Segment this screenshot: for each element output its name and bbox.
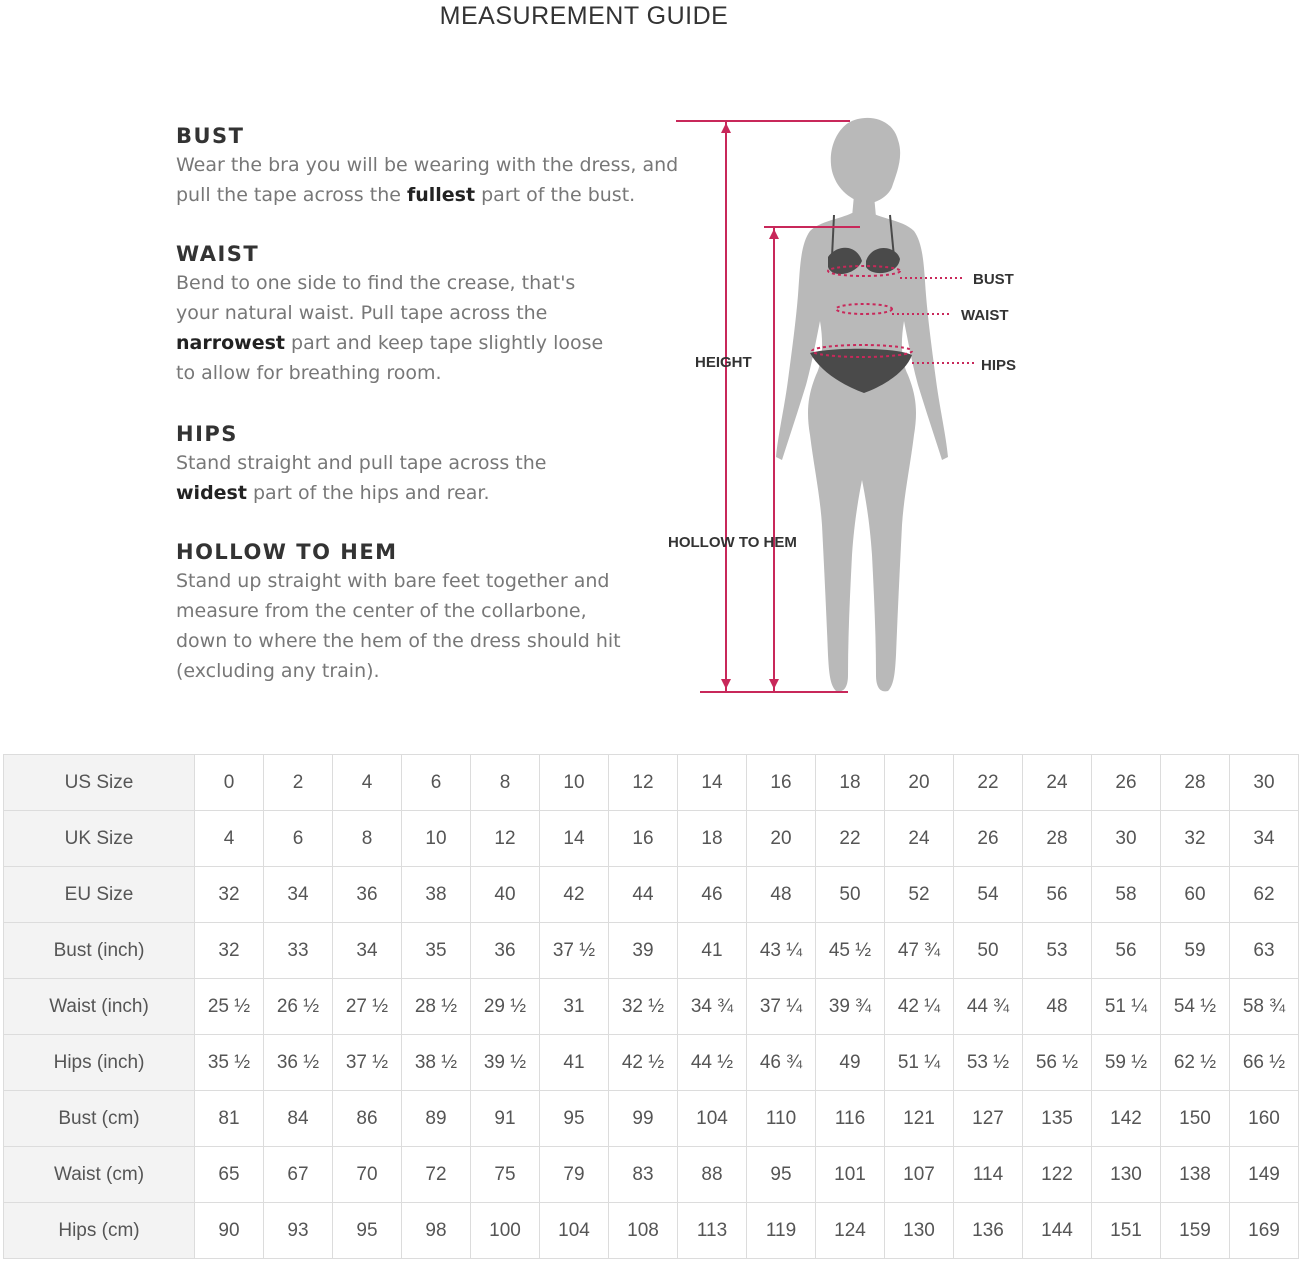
table-cell: 130	[885, 1203, 954, 1259]
table-cell: 10	[402, 811, 471, 867]
table-row	[4, 755, 1299, 811]
table-cell: 18	[678, 811, 747, 867]
table-row	[4, 1203, 1299, 1259]
table-cell: 41	[678, 923, 747, 979]
table-cell: 50	[816, 867, 885, 923]
table-cell: 62	[1230, 867, 1299, 923]
table-cell: 138	[1161, 1147, 1230, 1203]
table-cell: 52	[885, 867, 954, 923]
table-cell: 116	[816, 1091, 885, 1147]
table-cell: 104	[540, 1203, 609, 1259]
table-cell: 30	[1092, 811, 1161, 867]
table-cell: 34	[264, 867, 333, 923]
table-cell: 40	[471, 867, 540, 923]
table-cell: 12	[471, 811, 540, 867]
height-label: HEIGHT	[695, 354, 752, 371]
table-cell: 142	[1092, 1091, 1161, 1147]
row-header: Waist (cm)	[4, 1147, 195, 1203]
table-cell: 121	[885, 1091, 954, 1147]
table-cell: 34	[1230, 811, 1299, 867]
table-cell: 14	[678, 755, 747, 811]
table-cell: 34 ¾	[678, 979, 747, 1035]
table-cell: 65	[195, 1147, 264, 1203]
table-cell: 39 ½	[471, 1035, 540, 1091]
table-cell: 4	[195, 811, 264, 867]
table-cell: 44	[609, 867, 678, 923]
table-cell: 28 ½	[402, 979, 471, 1035]
table-cell: 14	[540, 811, 609, 867]
table-cell: 51 ¼	[885, 1035, 954, 1091]
table-cell: 81	[195, 1091, 264, 1147]
table-cell: 151	[1092, 1203, 1161, 1259]
table-cell: 32 ½	[609, 979, 678, 1035]
table-cell: 16	[609, 811, 678, 867]
page-title: MEASUREMENT GUIDE	[439, 2, 729, 30]
row-header: Waist (inch)	[4, 979, 195, 1035]
table-cell: 6	[402, 755, 471, 811]
table-cell: 101	[816, 1147, 885, 1203]
waist-heading: WAIST	[176, 242, 260, 266]
table-cell: 127	[954, 1091, 1023, 1147]
body-silhouette-diagram	[660, 95, 1080, 705]
table-cell: 16	[747, 755, 816, 811]
bust-line-2-post: part of the bust.	[475, 184, 636, 206]
table-cell: 108	[609, 1203, 678, 1259]
table-cell: 37 ½	[333, 1035, 402, 1091]
table-cell: 95	[747, 1147, 816, 1203]
hollow-line-1: Stand up straight with bare feet together and	[176, 570, 610, 592]
table-cell: 26	[1092, 755, 1161, 811]
table-cell: 28	[1161, 755, 1230, 811]
hollow-text	[176, 566, 716, 686]
table-cell: 67	[264, 1147, 333, 1203]
table-cell: 44 ½	[678, 1035, 747, 1091]
table-cell: 45 ½	[816, 923, 885, 979]
size-table-body	[4, 755, 1299, 1259]
table-cell: 56 ½	[1023, 1035, 1092, 1091]
table-cell: 79	[540, 1147, 609, 1203]
table-row	[4, 979, 1299, 1035]
hips-line-1: Stand straight and pull tape across the	[176, 452, 547, 474]
hollow-heading: HOLLOW TO HEM	[176, 540, 398, 564]
waist-line-1: Bend to one side to find the crease, that's	[176, 272, 576, 294]
waist-line-2: your natural waist. Pull tape across the	[176, 302, 548, 324]
table-row	[4, 1091, 1299, 1147]
table-cell: 39	[609, 923, 678, 979]
table-cell: 8	[333, 811, 402, 867]
table-cell: 34	[333, 923, 402, 979]
table-row	[4, 1035, 1299, 1091]
guide-hips	[176, 420, 716, 508]
table-cell: 32	[195, 867, 264, 923]
table-cell: 36 ½	[264, 1035, 333, 1091]
table-cell: 58 ¾	[1230, 979, 1299, 1035]
table-cell: 37 ½	[540, 923, 609, 979]
table-cell: 135	[1023, 1091, 1092, 1147]
table-cell: 12	[609, 755, 678, 811]
waist-line-3-post: part and keep tape slightly loose	[284, 332, 604, 354]
hips-text	[176, 448, 716, 508]
table-cell: 0	[195, 755, 264, 811]
table-cell: 50	[954, 923, 1023, 979]
table-cell: 56	[1023, 867, 1092, 923]
table-cell: 27 ½	[333, 979, 402, 1035]
row-header: US Size	[4, 755, 195, 811]
bust-heading: BUST	[176, 124, 245, 148]
hips-line-2-post: part of the hips and rear.	[246, 482, 490, 504]
table-cell: 46	[678, 867, 747, 923]
table-cell: 119	[747, 1203, 816, 1259]
table-cell: 26	[954, 811, 1023, 867]
bust-label: BUST	[973, 271, 1014, 288]
table-cell: 51 ¼	[1092, 979, 1161, 1035]
table-cell: 24	[885, 811, 954, 867]
table-cell: 6	[264, 811, 333, 867]
table-cell: 60	[1161, 867, 1230, 923]
bust-line-2	[176, 180, 716, 210]
bust-line-1: Wear the bra you will be wearing with the dress, and	[176, 154, 679, 176]
table-cell: 2	[264, 755, 333, 811]
table-cell: 26 ½	[264, 979, 333, 1035]
table-cell: 159	[1161, 1203, 1230, 1259]
table-cell: 110	[747, 1091, 816, 1147]
size-chart-table	[3, 754, 1299, 1259]
table-cell: 83	[609, 1147, 678, 1203]
table-cell: 46 ¾	[747, 1035, 816, 1091]
row-header: Hips (cm)	[4, 1203, 195, 1259]
table-cell: 47 ¾	[885, 923, 954, 979]
table-cell: 36	[471, 923, 540, 979]
table-cell: 59	[1161, 923, 1230, 979]
table-cell: 150	[1161, 1091, 1230, 1147]
table-cell: 104	[678, 1091, 747, 1147]
row-header: UK Size	[4, 811, 195, 867]
table-cell: 89	[402, 1091, 471, 1147]
table-cell: 25 ½	[195, 979, 264, 1035]
table-cell: 75	[471, 1147, 540, 1203]
table-cell: 38 ½	[402, 1035, 471, 1091]
table-cell: 84	[264, 1091, 333, 1147]
guide-hollow-to-hem	[176, 538, 716, 686]
table-cell: 22	[954, 755, 1023, 811]
table-cell: 54	[954, 867, 1023, 923]
body-silhouette	[776, 118, 948, 692]
table-cell: 100	[471, 1203, 540, 1259]
table-cell: 98	[402, 1203, 471, 1259]
table-cell: 4	[333, 755, 402, 811]
hollow-line-2: measure from the center of the collarbone,	[176, 600, 587, 622]
table-cell: 113	[678, 1203, 747, 1259]
table-cell: 144	[1023, 1203, 1092, 1259]
table-cell: 35	[402, 923, 471, 979]
hollow-to-hem-label: HOLLOW TO HEM	[668, 534, 797, 551]
table-cell: 114	[954, 1147, 1023, 1203]
table-cell: 169	[1230, 1203, 1299, 1259]
table-cell: 38	[402, 867, 471, 923]
table-cell: 160	[1230, 1091, 1299, 1147]
table-cell: 56	[1092, 923, 1161, 979]
bust-emphasis: fullest	[406, 184, 476, 206]
table-cell: 70	[333, 1147, 402, 1203]
table-cell: 72	[402, 1147, 471, 1203]
table-cell: 8	[471, 755, 540, 811]
table-cell: 30	[1230, 755, 1299, 811]
hips-heading: HIPS	[176, 422, 238, 446]
table-cell: 42 ¼	[885, 979, 954, 1035]
table-cell: 42	[540, 867, 609, 923]
table-cell: 42 ½	[609, 1035, 678, 1091]
measurement-figure	[660, 95, 1080, 705]
waist-text	[176, 268, 716, 388]
table-cell: 95	[540, 1091, 609, 1147]
table-row	[4, 811, 1299, 867]
row-header: Bust (inch)	[4, 923, 195, 979]
hips-emphasis: widest	[176, 482, 247, 504]
bust-line-2-pre: pull the tape across the	[176, 184, 407, 206]
table-cell: 95	[333, 1203, 402, 1259]
row-header: EU Size	[4, 867, 195, 923]
table-cell: 93	[264, 1203, 333, 1259]
table-cell: 33	[264, 923, 333, 979]
guide-waist	[176, 240, 716, 388]
table-cell: 49	[816, 1035, 885, 1091]
table-cell: 36	[333, 867, 402, 923]
table-cell: 58	[1092, 867, 1161, 923]
table-cell: 43 ¼	[747, 923, 816, 979]
table-cell: 35 ½	[195, 1035, 264, 1091]
table-cell: 86	[333, 1091, 402, 1147]
table-cell: 62 ½	[1161, 1035, 1230, 1091]
table-cell: 48	[1023, 979, 1092, 1035]
hollow-line-3: down to where the hem of the dress should hit	[176, 630, 621, 652]
table-cell: 107	[885, 1147, 954, 1203]
table-cell: 99	[609, 1091, 678, 1147]
table-cell: 44 ¾	[954, 979, 1023, 1035]
table-cell: 39 ¾	[816, 979, 885, 1035]
table-cell: 59 ½	[1092, 1035, 1161, 1091]
waist-line-4: to allow for breathing room.	[176, 362, 442, 384]
table-cell: 22	[816, 811, 885, 867]
table-cell: 18	[816, 755, 885, 811]
table-cell: 122	[1023, 1147, 1092, 1203]
table-cell: 32	[1161, 811, 1230, 867]
hollow-line-4: (excluding any train).	[176, 660, 380, 682]
table-cell: 32	[195, 923, 264, 979]
hips-line-2	[176, 478, 716, 508]
table-cell: 90	[195, 1203, 264, 1259]
table-row	[4, 867, 1299, 923]
table-cell: 88	[678, 1147, 747, 1203]
guide-bust	[176, 122, 716, 210]
table-cell: 29 ½	[471, 979, 540, 1035]
table-cell: 130	[1092, 1147, 1161, 1203]
table-cell: 149	[1230, 1147, 1299, 1203]
table-cell: 91	[471, 1091, 540, 1147]
table-row	[4, 923, 1299, 979]
table-cell: 66 ½	[1230, 1035, 1299, 1091]
table-cell: 124	[816, 1203, 885, 1259]
table-cell: 63	[1230, 923, 1299, 979]
table-cell: 37 ¼	[747, 979, 816, 1035]
waist-label: WAIST	[961, 307, 1009, 324]
table-cell: 31	[540, 979, 609, 1035]
waist-emphasis: narrowest	[176, 332, 285, 354]
table-cell: 20	[885, 755, 954, 811]
table-cell: 48	[747, 867, 816, 923]
table-cell: 10	[540, 755, 609, 811]
table-cell: 136	[954, 1203, 1023, 1259]
row-header: Hips (inch)	[4, 1035, 195, 1091]
table-cell: 54 ½	[1161, 979, 1230, 1035]
table-cell: 53 ½	[954, 1035, 1023, 1091]
table-cell: 24	[1023, 755, 1092, 811]
table-cell: 41	[540, 1035, 609, 1091]
waist-line-3	[176, 328, 716, 358]
row-header: Bust (cm)	[4, 1091, 195, 1147]
table-row	[4, 1147, 1299, 1203]
table-cell: 53	[1023, 923, 1092, 979]
hips-label: HIPS	[981, 357, 1017, 374]
bust-text	[176, 150, 716, 210]
table-cell: 28	[1023, 811, 1092, 867]
table-cell: 20	[747, 811, 816, 867]
